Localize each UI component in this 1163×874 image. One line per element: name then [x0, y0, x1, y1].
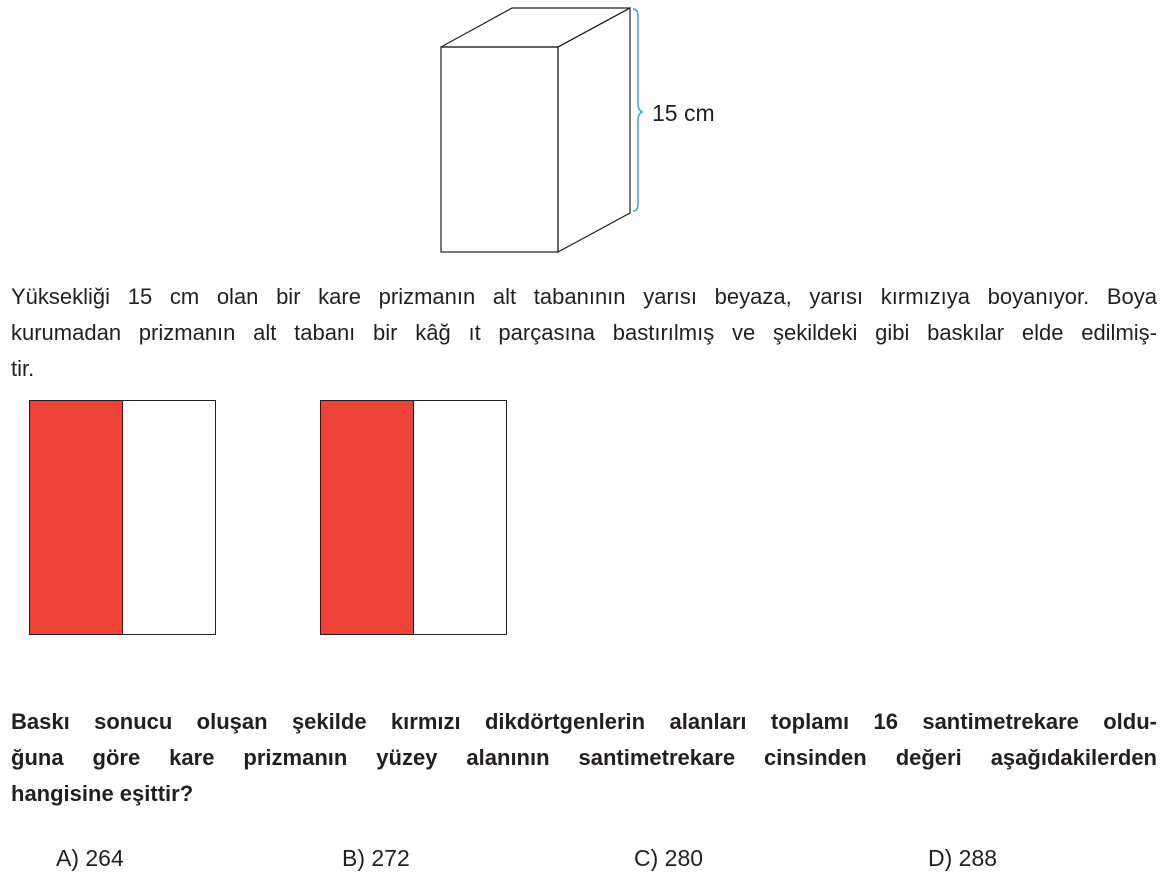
option-value: 272: [371, 845, 410, 871]
red-rectangle: [321, 401, 414, 634]
question-line: Baskı sonucu oluşan şekilde kırmızı dikdörtgenlerin alanları toplamı 16 santimetrekare oldu-: [11, 709, 1157, 734]
problem-line: Yüksekliği 15 cm olan bir kare prizmanın alt tabanının yarısı beyaza, yarısı kırmızıya boyanıyor. Boya: [11, 284, 1157, 309]
stamp-print-2: [320, 400, 507, 635]
prism-top-face: [441, 8, 630, 47]
prism-front-face: [441, 47, 558, 252]
red-rectangle: [30, 401, 123, 634]
answer-option-b[interactable]: [342, 843, 410, 873]
option-value: 288: [958, 845, 998, 871]
answer-option-d[interactable]: [928, 843, 997, 873]
option-value: 264: [85, 845, 124, 871]
answer-option-a[interactable]: [56, 843, 124, 873]
problem-statement: [11, 279, 1157, 387]
prism-side-face: [558, 8, 630, 252]
height-label: 15 cm: [652, 100, 715, 126]
question-line: hangisine eşittir?: [11, 781, 194, 806]
option-letter: A): [56, 845, 79, 871]
problem-line: kurumadan prizmanın alt tabanı bir kâğ ıt parçasına bastırılmış ve şekildeki gibi baskılar elde edilmiş-: [11, 320, 1157, 345]
option-value: 280: [664, 845, 704, 871]
question-statement: [11, 704, 1157, 812]
stamp-print-1: [29, 400, 216, 635]
answer-option-c[interactable]: [634, 843, 703, 873]
height-brace: [633, 9, 642, 211]
problem-line: tir.: [11, 356, 35, 381]
square-prism-figure: [0, 0, 1163, 260]
question-line: ğuna göre kare prizmanın yüzey alanının santimetrekare cinsinden değeri aşağıdakilerden: [11, 745, 1157, 770]
option-letter: D): [928, 845, 953, 871]
option-letter: C): [634, 845, 659, 871]
option-letter: B): [342, 845, 365, 871]
